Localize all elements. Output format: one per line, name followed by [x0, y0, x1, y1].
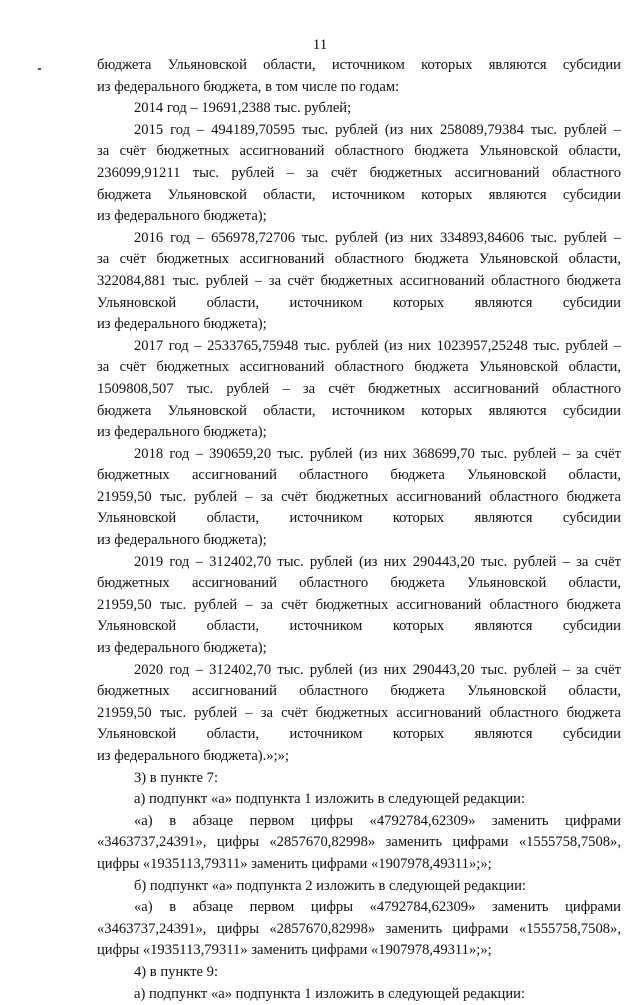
- text-line: из федерального бюджета);: [97, 424, 267, 441]
- text-line: 2019 год – 312402,70 тыс. рублей (из них 290443,20 тыс. рублей – за счёт: [134, 553, 621, 570]
- text-line: 2015 год – 494189,70595 тыс. рублей (из них 258089,79384 тыс. рублей –: [134, 121, 621, 138]
- text-line: из федерального бюджета);: [97, 316, 267, 333]
- text-line: за счёт бюджетных ассигнований областного бюджета Ульяновской области,: [97, 251, 621, 268]
- text-line: 21959,50 тыс. рублей – за счёт бюджетных ассигнований областного бюджета: [97, 596, 621, 613]
- text-line: за счёт бюджетных ассигнований областного бюджета Ульяновской области,: [97, 359, 621, 376]
- page-number: 11: [312, 37, 328, 53]
- text-line: из федерального бюджета).»;»;: [97, 748, 290, 764]
- text-line: «3463737,24391», цифры «2857670,82998» заменить цифрами «1555758,7508»,: [97, 920, 621, 937]
- text-line: «а) в абзаце первом цифры «4792784,62309» заменить цифрами: [134, 812, 621, 829]
- text-line: Ульяновской области, источником которых являются субсидии: [97, 726, 621, 743]
- text-line: 4) в пункте 9:: [134, 963, 219, 980]
- text-line: бюджета Ульяновской области, источником которых являются субсидии: [97, 402, 621, 419]
- text-line: цифры «1935113,79311» заменить цифрами «1907978,49311»;»;: [97, 942, 492, 959]
- text-line: бюджетных ассигнований областного бюджета Ульяновской области,: [97, 467, 621, 484]
- text-line: Ульяновской области, источником которых являются субсидии: [97, 618, 621, 635]
- text-line: из федерального бюджета);: [97, 208, 267, 225]
- text-line: 322084,881 тыс. рублей – за счёт бюджетных ассигнований областного бюджета: [97, 272, 621, 289]
- text-line: Ульяновской области, источником которых являются субсидии: [97, 294, 621, 311]
- text-line: Ульяновской области, источником которых являются субсидии: [97, 510, 621, 527]
- text-line: «3463737,24391», цифры «2857670,82998» заменить цифрами «1555758,7508»,: [97, 834, 621, 851]
- text-line: бюджетных ассигнований областного бюджета Ульяновской области,: [97, 575, 621, 592]
- text-line: б) подпункт «а» подпункта 2 изложить в следующей редакции:: [134, 877, 526, 894]
- text-line: 2020 год – 312402,70 тыс. рублей (из них 290443,20 тыс. рублей – за счёт: [134, 661, 621, 678]
- text-line: 21959,50 тыс. рублей – за счёт бюджетных ассигнований областного бюджета: [97, 704, 621, 721]
- text-line: бюджета Ульяновской области, источником которых являются субсидии: [97, 186, 621, 203]
- text-line: из федерального бюджета);: [97, 640, 267, 657]
- document-body: [97, 55, 621, 1005]
- text-line: 3) в пункте 7:: [134, 769, 219, 786]
- margin-mark: [38, 68, 41, 70]
- text-line: а) подпункт «а» подпункта 1 изложить в следующей редакции:: [134, 791, 526, 808]
- text-line: бюджетных ассигнований областного бюджета Ульяновской области,: [97, 683, 621, 700]
- text-line: «а) в абзаце первом цифры «4792784,62309» заменить цифрами: [134, 899, 621, 916]
- text-line: цифры «1935113,79311» заменить цифрами «1907978,49311»;»;: [97, 855, 492, 872]
- text-line: 236099,91211 тыс. рублей – за счёт бюджетных ассигнований областного: [97, 164, 621, 181]
- text-line: из федерального бюджета, в том числе по годам:: [97, 78, 400, 95]
- text-line: 2018 год – 390659,20 тыс. рублей (из них 368699,70 тыс. рублей – за счёт: [134, 445, 621, 462]
- text-line: бюджета Ульяновской области, источником которых являются субсидии: [97, 57, 621, 73]
- text-line: 2016 год – 656978,72706 тыс. рублей (из них 334893,84606 тыс. рублей –: [134, 229, 621, 246]
- text-line: 2017 год – 2533765,75948 тыс. рублей (из них 1023957,25248 тыс. рублей –: [134, 337, 621, 354]
- text-line: из федерального бюджета);: [97, 532, 267, 549]
- text-line: 1509808,507 тыс. рублей – за счёт бюджетных ассигнований областного: [97, 380, 621, 397]
- text-line: 21959,50 тыс. рублей – за счёт бюджетных ассигнований областного бюджета: [97, 488, 621, 505]
- text-line: а) подпункт «а» подпункта 1 изложить в следующей редакции:: [134, 985, 526, 1002]
- text-line: 2014 год – 19691,2388 тыс. рублей;: [134, 100, 352, 117]
- text-line: за счёт бюджетных ассигнований областного бюджета Ульяновской области,: [97, 143, 621, 160]
